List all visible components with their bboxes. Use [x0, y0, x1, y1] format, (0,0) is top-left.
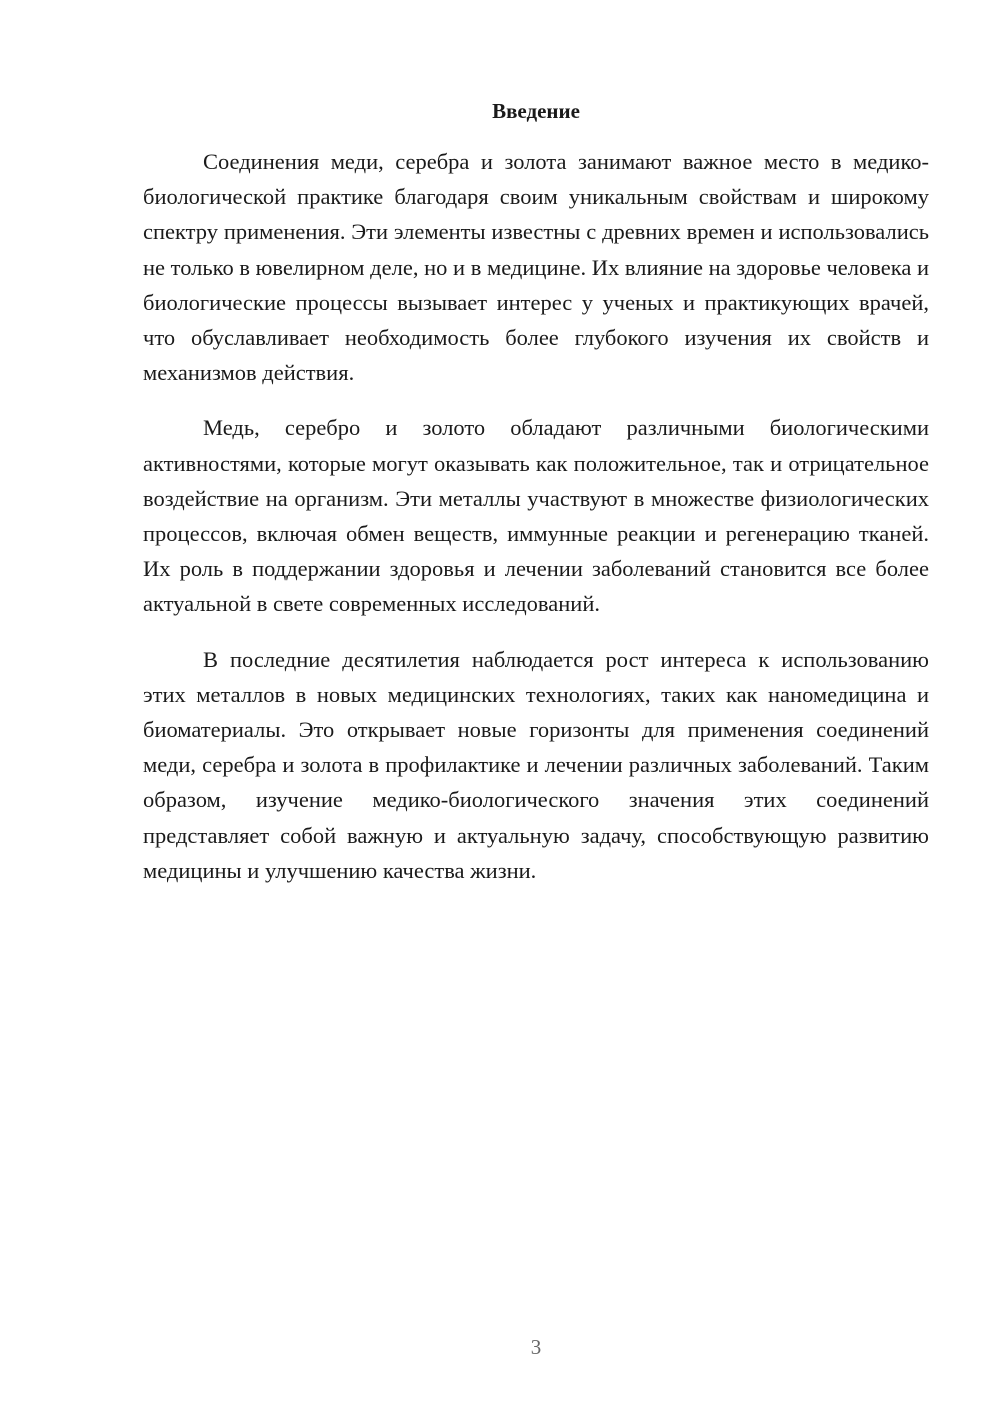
paragraph-2: Медь, серебро и золото обладают различными биологическими активностями, которые могут оказывать как положительное, так и отрицательное воздействие на организм. Эти металлы участвуют в множестве физиологических процессов, включая обмен веществ, иммунные реакции и регенерацию тканей. Их роль в поддержании здоровья и лечении заболеваний становится все более актуальной в свете современных исследований.	[143, 415, 929, 617]
paragraph-1: Соединения меди, серебра и золота занимают важное место в медико-биологической практике благодаря своим уникальным свойствам и широкому спектру применения. Эти элементы известны с древних времен и использовались не только в ювелирном деле, но и в медицине. Их влияние на здоровье человека и биологические процессы вызывает интерес у ученых и практикующих врачей, что обуславливает необходимость более глубокого изучения их свойств и механизмов действия.	[143, 149, 929, 386]
body-text	[143, 144, 929, 888]
page-number: 3	[530, 1335, 542, 1359]
page-heading: Введение	[492, 99, 580, 123]
paragraph-3: В последние десятилетия наблюдается рост интереса к использованию этих металлов в новых медицинских технологиях, таких как наномедицина и биоматериалы. Это открывает новые горизонты для применения соединений меди, серебра и золота в профилактике и лечении различных заболеваний. Таким образом, изучение медико-биологического значения этих соединений представляет собой важную и актуальную задачу, способствующую развитию медицины и улучшению качества жизни.	[143, 646, 929, 883]
